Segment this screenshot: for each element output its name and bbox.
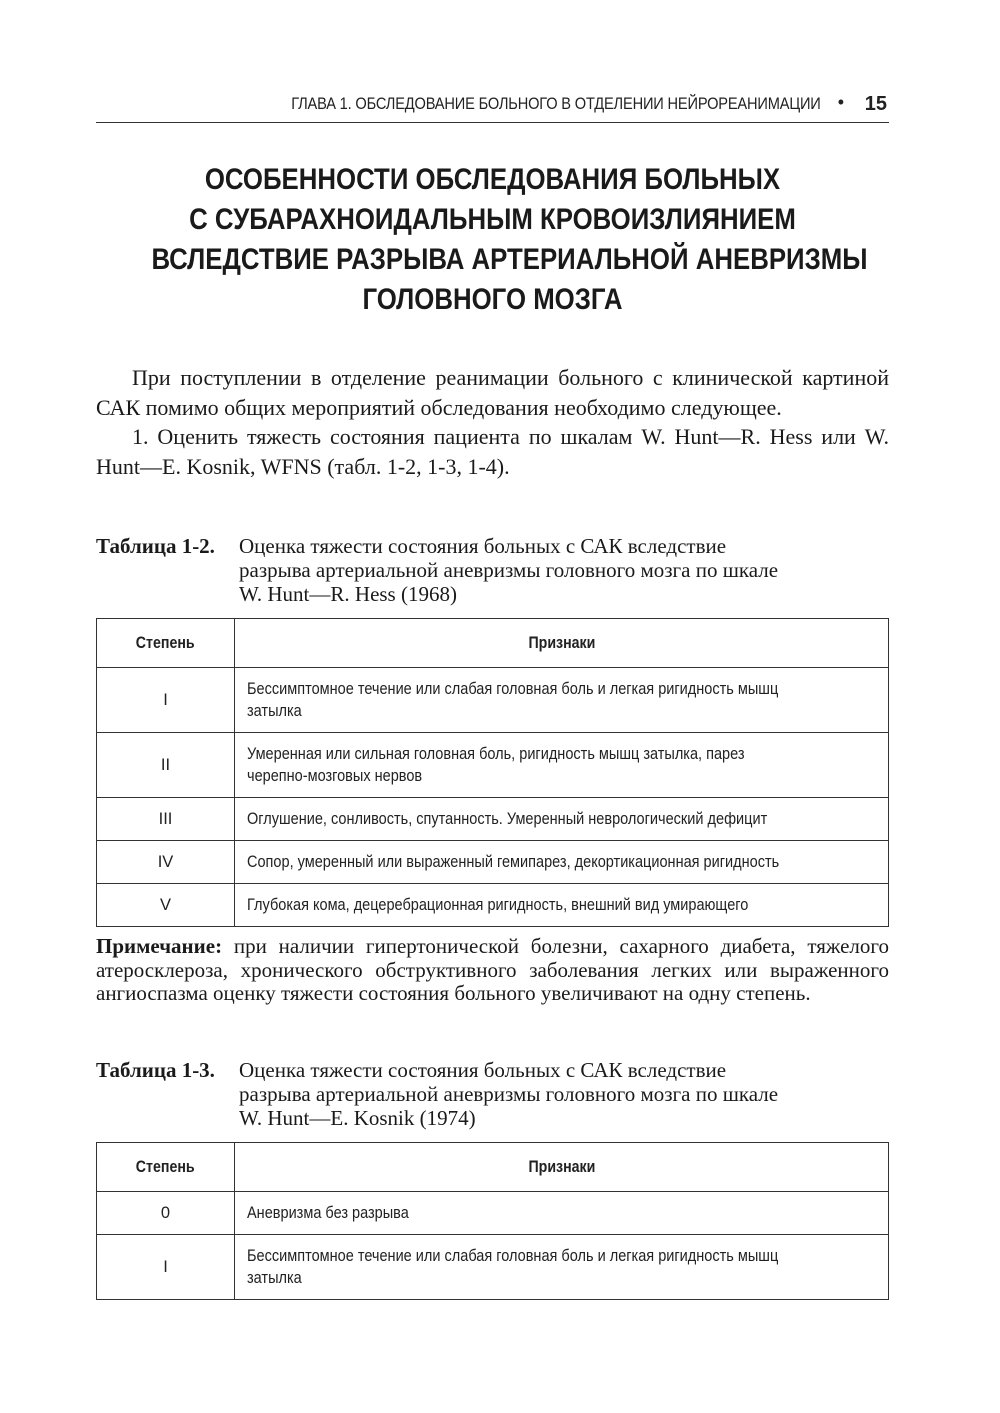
caption-line: разрыва артериальной аневризмы головного мозга по шкале <box>239 1082 779 1106</box>
chapter-title: ГЛАВА 1. ОБСЛЕДОВАНИЕ БОЛЬНОГО В ОТДЕЛЕНИИ НЕЙРОРЕАНИМАЦИИ <box>291 94 821 113</box>
grade-table-hunt-hess <box>96 618 889 927</box>
table-label: Таблица 1-3. <box>96 1058 215 1082</box>
table-row <box>97 841 889 884</box>
note-text: при наличии гипертонической болезни, сахарного диабета, тяжелого атеросклероза, хронического обструктивного заболевания легких или выраженного ангиоспазма оценку тяжести состояния больного увеличивают на одну степень. <box>96 934 889 1005</box>
table-header-row <box>97 1143 889 1192</box>
grade-table-hunt-kosnik <box>96 1142 889 1300</box>
caption-line: Оценка тяжести состояния больных с САК вследствие <box>239 1058 727 1082</box>
bullet-separator: • <box>837 92 844 112</box>
caption-line: разрыва артериальной аневризмы головного мозга по шкале <box>239 558 779 582</box>
degree-cell: V <box>97 884 235 927</box>
table-row <box>97 798 889 841</box>
degree-cell: I <box>97 668 235 733</box>
table-label: Таблица 1-2. <box>96 534 215 558</box>
signs-cell: Оглушение, сонливость, спутанность. Умеренный неврологический дефицит <box>235 798 889 841</box>
intro-text <box>96 363 889 481</box>
degree-cell: IV <box>97 841 235 884</box>
title-line: С СУБАРАХНОИДАЛЬНЫМ КРОВОИЗЛИЯНИЕМ <box>189 203 796 236</box>
intro-paragraph: 1. Оценить тяжесть состояния пациента по шкалам W. Hunt—R. Hess или W. Hunt—E. Kosnik, WFNS (табл. 1-2, 1-3, 1-4). <box>96 424 889 479</box>
note-label: Примечание: <box>96 934 223 958</box>
table-row <box>97 733 889 798</box>
table-row <box>97 1235 889 1300</box>
caption-line: Оценка тяжести состояния больных с САК вследствие <box>239 534 727 558</box>
table-header-row <box>97 619 889 668</box>
degree-cell: III <box>97 798 235 841</box>
column-header-signs: Признаки <box>235 1143 889 1192</box>
signs-cell: Бессимптомное течение или слабая головная боль и легкая ригидность мышц затылка <box>235 668 889 733</box>
title-line: ГОЛОВНОГО МОЗГА <box>362 283 623 316</box>
table-row <box>97 668 889 733</box>
column-header-signs: Признаки <box>235 619 889 668</box>
signs-cell: Бессимптомное течение или слабая головная боль и легкая ригидность мышц затылка <box>235 1235 889 1300</box>
degree-cell: II <box>97 733 235 798</box>
table-row <box>97 884 889 927</box>
signs-cell: Сопор, умеренный или выраженный гемипарез, декортикационная ригидность <box>235 841 889 884</box>
title-line: ВСЛЕДСТВИЕ РАЗРЫВА АРТЕРИАЛЬНОЙ АНЕВРИЗМЫ <box>151 243 868 276</box>
caption-line: W. Hunt—R. Hess (1968) <box>239 582 457 606</box>
caption-line: W. Hunt—E. Kosnik (1974) <box>239 1106 476 1130</box>
degree-cell: I <box>97 1235 235 1300</box>
column-header-degree: Степень <box>97 619 235 668</box>
table-row <box>97 1192 889 1235</box>
intro-paragraph: При поступлении в отделение реанимации больного с клинической картиной САК помимо общих мероприятий обследования необходимо следующее. <box>96 365 889 420</box>
signs-cell: Глубокая кома, децеребрационная ригидность, внешний вид умирающего <box>235 884 889 927</box>
title-line: ОСОБЕННОСТИ ОБСЛЕДОВАНИЯ БОЛЬНЫХ <box>204 163 781 196</box>
degree-cell: 0 <box>97 1192 235 1235</box>
table-note <box>96 935 889 1006</box>
signs-cell: Умеренная или сильная головная боль, ригидность мышц затылка, парез черепно-мозговых нервов <box>235 733 889 798</box>
table-caption <box>96 1058 889 1130</box>
column-header-degree: Степень <box>97 1143 235 1192</box>
page-number: 15 <box>864 93 887 115</box>
running-header <box>96 92 889 123</box>
section-title <box>96 160 889 320</box>
signs-cell: Аневризма без разрыва <box>235 1192 889 1235</box>
table-caption <box>96 534 889 606</box>
